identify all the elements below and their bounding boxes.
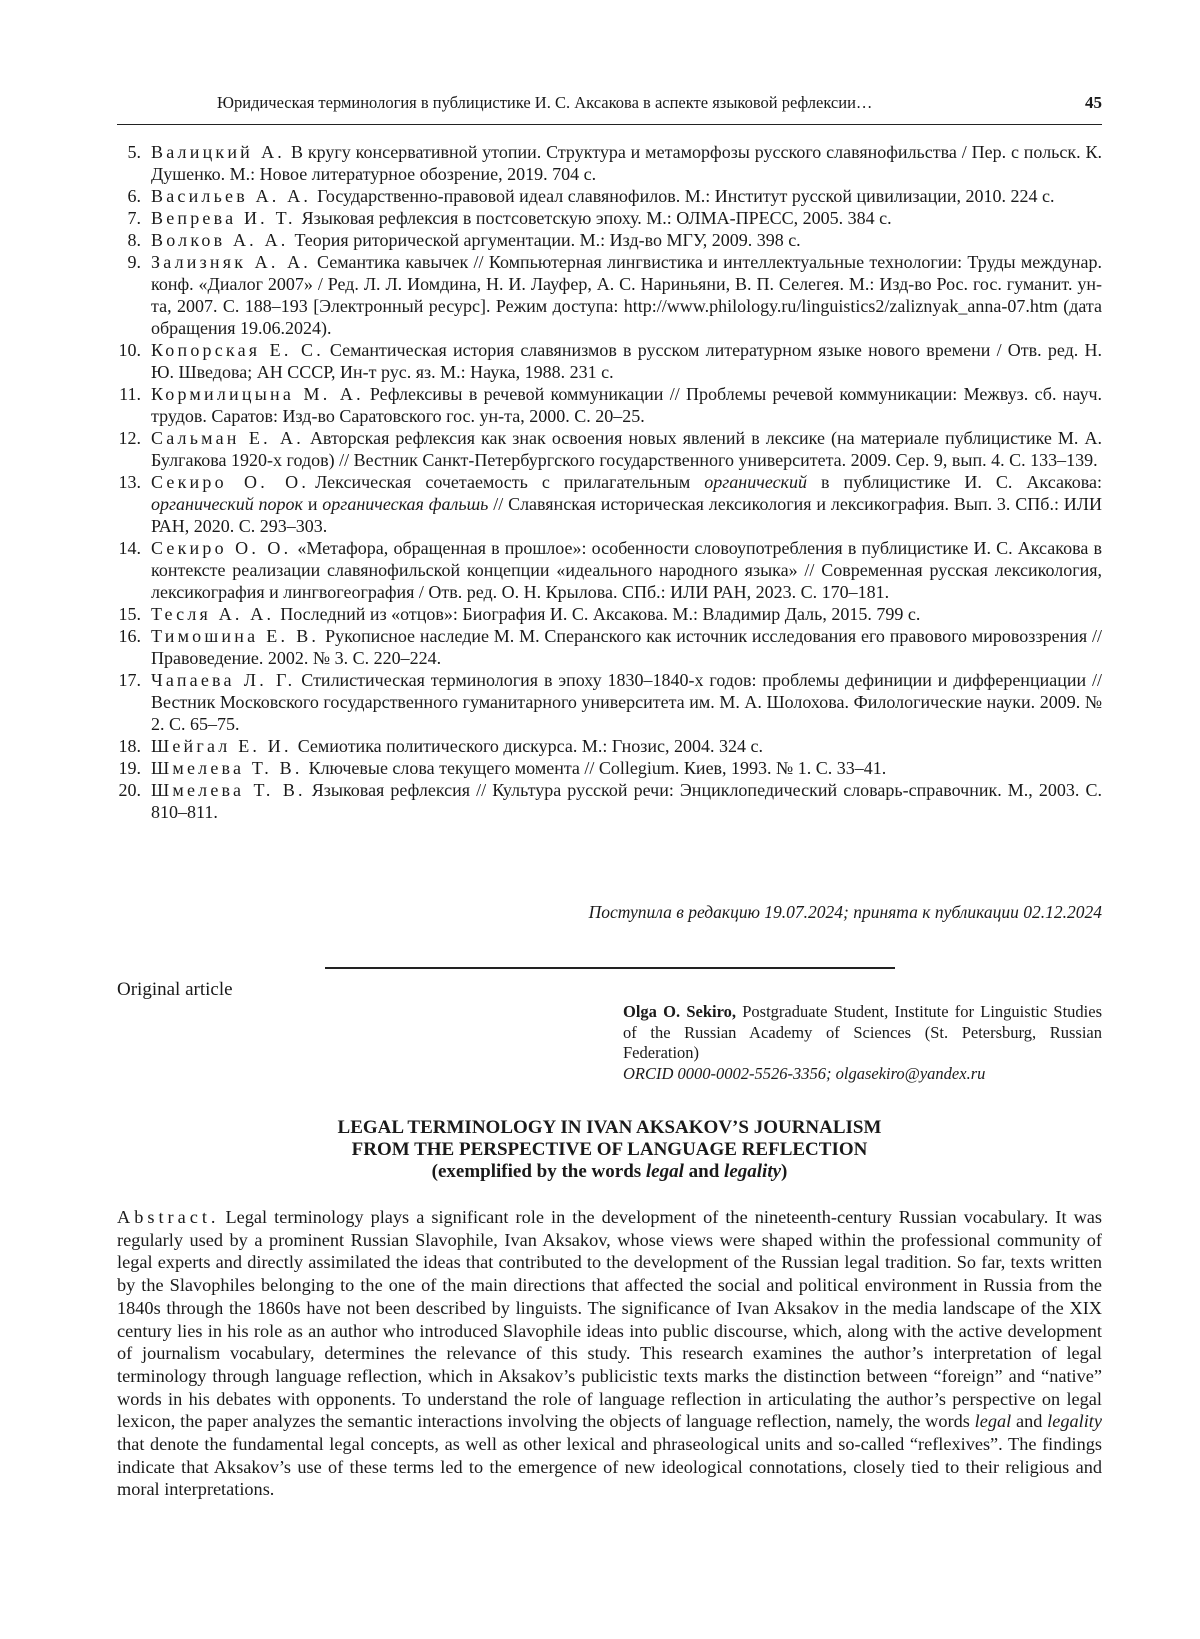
reference-italic-text: органическая фальшь xyxy=(322,494,488,514)
reference-author: Копорская Е. С. xyxy=(151,340,324,360)
reference-text: Теория риторической аргументации. М.: Изд-во МГУ, 2009. 398 с. xyxy=(294,230,800,250)
reference-author: Шмелева Т. В. xyxy=(151,758,303,778)
reference-item xyxy=(117,757,1102,779)
title-prefix: (exemplified by the words xyxy=(432,1161,646,1182)
author-info xyxy=(623,1002,1102,1084)
reference-item xyxy=(117,625,1102,669)
received-note: Поступила в редакцию 19.07.2024; принята к публикации 02.12.2024 xyxy=(589,901,1102,923)
reference-author: Волков А. А. xyxy=(151,230,288,250)
reference-item xyxy=(117,779,1102,823)
title-line-1: LEGAL TERMINOLOGY IN IVAN AKSAKOV’S JOURNALISM xyxy=(117,1117,1102,1139)
reference-number: 7. xyxy=(117,207,141,229)
reference-item xyxy=(117,229,1102,251)
reference-item xyxy=(117,141,1102,185)
reference-text: «Метафора, обращенная в прошлое»: особенности словоупотребления в публицистике И. С. Аксакова в контексте реализации славянофильской концепции «идеального народного языка» // Современная русская лексикология, лексикография и лингвогеография / Отв. ред. О. Н. Крылова. СПб.: ИЛИ РАН, 2023. С. 170–181. xyxy=(151,538,1102,602)
reference-item xyxy=(117,603,1102,625)
author-affiliation: Postgraduate Student, Institute for Linguistic Studies of the Russian Academy of Sciences (St. Petersburg, Russian Federation) xyxy=(623,1002,1102,1062)
reference-text: Семантическая история славянизмов в русском литературном языке нового времени / Отв. ред. Н. Ю. Шведова; АН СССР, Ин-т рус. яз. М.: Наука, 1988. 231 с. xyxy=(151,340,1102,382)
reference-italic-text: органический порок xyxy=(151,494,303,514)
title-line-3 xyxy=(117,1161,1102,1183)
reference-item xyxy=(117,251,1102,339)
abstract-label: Abstract. xyxy=(117,1207,220,1227)
reference-number: 19. xyxy=(117,757,141,779)
abstract-word-legality: legality xyxy=(1047,1411,1102,1431)
reference-text: Семантика кавычек // Компьютерная лингвистика и интеллектуальные технологии: Труды междунар. конф. «Диалог 2007» / Ред. Л. Л. Иомдина, Н. И. Лауфер, А. С. Нариньяни, В. П. Селегея. М.: Изд-во Рос. гос. гуманит. ун-та, 2007. С. 188–193 [Электронный ресурс]. Режим доступа: http://www.philology.ru/linguistics2/zaliznyak_anna-07.htm (дата обращения 19.06.2024). xyxy=(151,252,1102,338)
reference-text: Языковая рефлексия в постсоветскую эпоху. М.: ОЛМА-ПРЕСС, 2005. 384 с. xyxy=(302,208,892,228)
abstract xyxy=(117,1206,1102,1501)
reference-author: Васильев А. А. xyxy=(151,186,311,206)
reference-item xyxy=(117,383,1102,427)
reference-list xyxy=(117,141,1102,823)
reference-author: Зализняк А. А. xyxy=(151,252,311,272)
reference-author: Валицкий А. xyxy=(151,142,285,162)
running-title: Юридическая терминология в публицистике И. С. Аксакова в аспекте языковой рефлексии… xyxy=(217,93,872,113)
reference-author: Кормилицына М. А. xyxy=(151,384,364,404)
title-and: and xyxy=(684,1161,724,1182)
reference-text: Ключевые слова текущего момента // Collegium. Киев, 1993. № 1. С. 33–41. xyxy=(309,758,887,778)
abstract-word-legal: legal xyxy=(975,1411,1012,1431)
reference-number: 12. xyxy=(117,427,141,449)
reference-author: Вепрева И. Т. xyxy=(151,208,296,228)
reference-text: Стилистическая терминология в эпоху 1830–1840-х годов: проблемы дефиниции и дифференциации // Вестник Московского государственного гуманитарного университета им. М. А. Шолохова. Филологические науки. 2009. № 2. С. 65–75. xyxy=(151,670,1102,734)
reference-text: Языковая рефлексия // Культура русской речи: Энциклопедический словарь-справочник. М., 2003. С. 810–811. xyxy=(151,780,1102,822)
reference-item xyxy=(117,185,1102,207)
reference-number: 16. xyxy=(117,625,141,647)
reference-number: 15. xyxy=(117,603,141,625)
reference-number: 20. xyxy=(117,779,141,801)
title-word-legal: legal xyxy=(646,1161,684,1182)
reference-text: Последний из «отцов»: Биография И. С. Аксакова. М.: Владимир Даль, 2015. 799 с. xyxy=(280,604,920,624)
reference-item xyxy=(117,427,1102,471)
reference-text: Государственно-правовой идеал славянофилов. М.: Институт русской цивилизации, 2010. 224 с. xyxy=(317,186,1054,206)
abstract-and: and xyxy=(1011,1411,1047,1431)
reference-item xyxy=(117,735,1102,757)
title-line-2: FROM THE PERSPECTIVE OF LANGUAGE REFLECTION xyxy=(117,1139,1102,1161)
reference-item xyxy=(117,339,1102,383)
reference-author: Шейгал Е. И. xyxy=(151,736,292,756)
reference-author: Тимошина Е. В. xyxy=(151,626,319,646)
reference-number: 13. xyxy=(117,471,141,493)
reference-author: Секиро О. О. xyxy=(151,472,309,492)
reference-text: В кругу консервативной утопии. Структура и метаморфозы русского славянофильства / Пер. с польск. К. Душенко. М.: Новое литературное обозрение, 2019. 704 с. xyxy=(151,142,1102,184)
reference-author: Чапаева Л. Г. xyxy=(151,670,295,690)
title-word-legality: legality xyxy=(724,1161,781,1182)
reference-text: Семиотика политического дискурса. М.: Гнозис, 2004. 324 с. xyxy=(298,736,763,756)
reference-author: Сальман Е. А. xyxy=(151,428,304,448)
page-number: 45 xyxy=(1085,93,1102,113)
reference-text: Авторская рефлексия как знак освоения новых явлений в лексике (на материале публицистике М. А. Булгакова 1920-х годов) // Вестник Санкт-Петербургского государственного университета. 2009. Сер. 9, вып. 4. С. 133–139. xyxy=(151,428,1102,470)
reference-item xyxy=(117,207,1102,229)
abstract-text-1: Legal terminology plays a significant role in the development of the nineteenth-century Russian vocabulary. It was regularly used by a prominent Russian Slavophile, Ivan Aksakov, whose views were shaped within the professional community of legal experts and directly assimilated the ideas that contributed to the development of the Russian legal tradition. So far, texts written by the Slavophiles belonging to the one of the main directions that affected the social and political environment in Russia from the 1840s through the 1860s have not been described by linguists. The significance of Ivan Aksakov in the media landscape of the XIX century lies in his role as an author who introduced Slavophile ideas into public discourse, which, along with the active development of journalism vocabulary, determines the relevance of this study. This research examines the author’s interpretation of legal terminology through language reflection, which in Aksakov’s publicistic texts marks the distinction between “foreign” and “native” words in his debates with opponents. To understand the role of language reflection in articulating the author’s perspective on legal lexicon, the paper analyzes the semantic interactions involving the objects of language reflection, namely, the words xyxy=(117,1207,1102,1431)
reference-author: Тесля А. А. xyxy=(151,604,274,624)
title-suffix: ) xyxy=(781,1161,787,1182)
section-separator xyxy=(325,967,895,969)
reference-number: 17. xyxy=(117,669,141,691)
article-type: Original article xyxy=(117,978,233,1002)
reference-number: 6. xyxy=(117,185,141,207)
reference-text: Лексическая сочетаемость с прилагательным xyxy=(315,472,704,492)
reference-number: 10. xyxy=(117,339,141,361)
reference-author: Секиро О. О. xyxy=(151,538,291,558)
reference-number: 5. xyxy=(117,141,141,163)
reference-number: 18. xyxy=(117,735,141,757)
reference-item xyxy=(117,669,1102,735)
reference-number: 9. xyxy=(117,251,141,273)
reference-text: в публицистике И. С. Аксакова: xyxy=(807,472,1102,492)
author-name: Olga O. Sekiro, xyxy=(623,1002,736,1021)
reference-number: 14. xyxy=(117,537,141,559)
reference-item xyxy=(117,471,1102,537)
reference-author: Шмелева Т. В. xyxy=(151,780,306,800)
reference-text: Рукописное наследие М. М. Сперанского как источник исследования его правового мировоззрения // Правоведение. 2002. № 3. С. 220–224. xyxy=(151,626,1102,668)
author-orcid: ORCID 0000-0002-5526-3356; olgasekiro@yandex.ru xyxy=(623,1064,985,1083)
reference-number: 11. xyxy=(117,383,141,405)
reference-text: // Славянская историческая лексикология и лексикография. Вып. 3. СПб.: ИЛИ РАН, 2020. С. 293–303. xyxy=(151,494,1102,536)
article-title xyxy=(117,1117,1102,1183)
reference-number: 8. xyxy=(117,229,141,251)
reference-italic-text: органический xyxy=(704,472,807,492)
reference-text: Рефлексивы в речевой коммуникации // Проблемы речевой коммуникации: Межвуз. сб. науч. трудов. Саратов: Изд-во Саратовского гос. ун-та, 2000. С. 20–25. xyxy=(151,384,1102,426)
header-rule xyxy=(117,124,1102,125)
reference-item xyxy=(117,537,1102,603)
abstract-text-2: that denote the fundamental legal concepts, as well as other lexical and phraseological units and so-called “reflexives”. The findings indicate that Aksakov’s use of these terms led to the emergence of new ideological connotations, closely tied to their religious and moral interpretations. xyxy=(117,1434,1102,1499)
reference-text: и xyxy=(303,494,322,514)
